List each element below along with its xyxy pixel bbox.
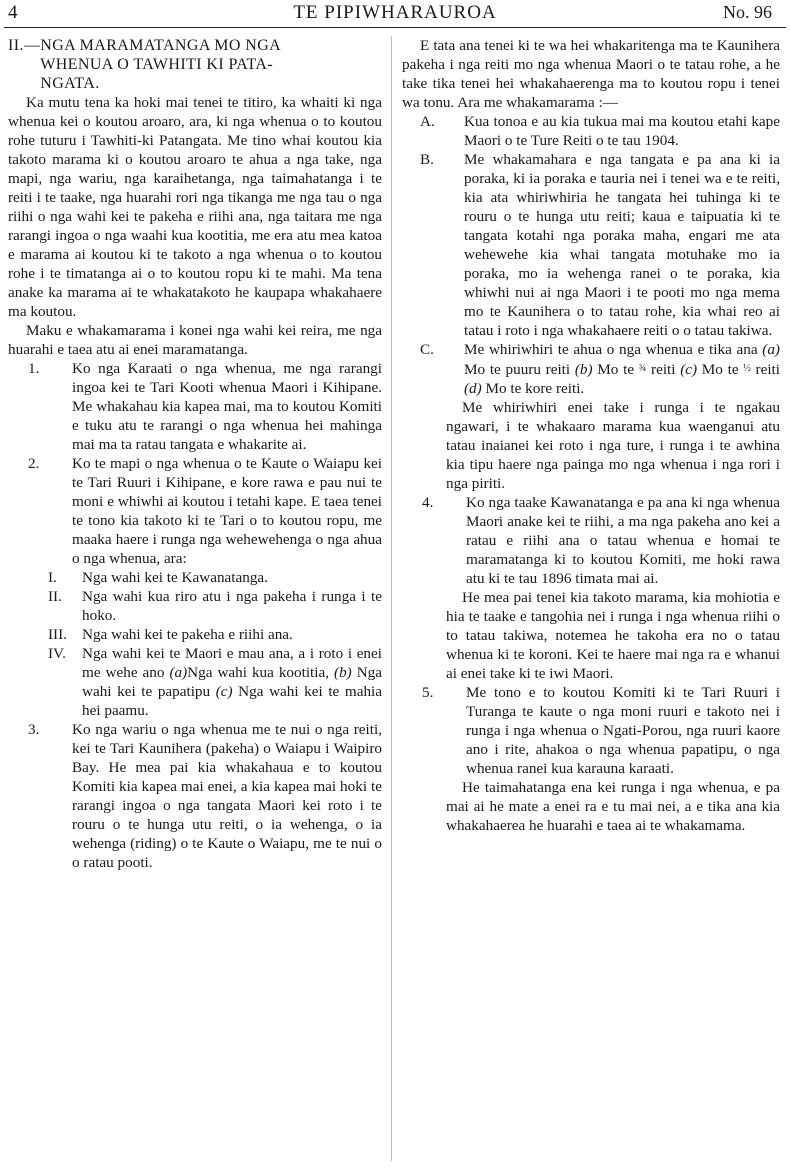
letter-item xyxy=(402,112,780,150)
roman-item xyxy=(48,587,382,625)
roman-item-number: IV. xyxy=(48,645,66,662)
letter-item-label: A. xyxy=(420,113,435,130)
sources-paragraph: Maku e whakamarama i konei nga wahi kei reira, me nga huarahi e taea atu ai enei maramatanga. xyxy=(8,322,382,358)
publication-title: TE PIPIWHARAUROA xyxy=(293,2,497,23)
section-heading-line: NGATA. xyxy=(40,75,100,92)
list-item-number: 5. xyxy=(422,684,434,701)
header-rule xyxy=(4,27,786,28)
intro-paragraph: Ka mutu tena ka hoki mai tenei te titiro, ka whaiti ki nga whenua kei o koutou aroaro, ara, ki nga whenua o to koutou rohe tuturu i Tawhiti-ki Patangata. Me tino whai koutou kia takoto marama ki o koutou aroaro te ahua a nga take, nga mapi, nga wariu, nga karaihetanga, nga taimahatanga i te reiti i te taake, nga huarahi rori nga tikanga me nga tau o nga riihi o nga wahi kei te pakeha e riihi ana, nga taitara me nga rarangi ingoa o nga waahi kua kootitia, me era atu mea katoa e marama ai koutou ki te takoto a nga whenua o to koutou rohe i te timatanga ai o to koutou ropu ki te mahi. Ma tena anake ka marama ai te whakatakoto he kaupapa whakahaere ma koutou. xyxy=(8,94,382,320)
roman-item-number: I. xyxy=(48,569,57,586)
roman-item-text: Nga wahi kua riro atu i nga pakeha i runga i te hoko. xyxy=(82,588,382,624)
list-item-number: 3. xyxy=(28,721,40,738)
letter-item xyxy=(402,340,780,398)
roman-item-number: II. xyxy=(48,588,62,605)
rates-paragraph: E tata ana tenei ki te wa hei whakaritenga ma te Kaunihera pakeha i nga reiti mo nga whenua Maori o te tatau rohe, a he take tika tenei hei whakahaerenga ma to koutou ropu i tenei wa tonu. Ara me whakamarama :— xyxy=(402,37,780,111)
list-item-note: He taimahatanga ena kei runga i nga whenua, e pa mai ai he mate a enei ra e tu mai nei, a e tika ana kia whakahaerea he huarahi e taea ai te whakamama. xyxy=(446,779,780,834)
roman-list xyxy=(48,568,382,720)
letter-item-label: B. xyxy=(420,151,434,168)
list-item xyxy=(402,493,780,588)
roman-item xyxy=(48,625,382,644)
list-item xyxy=(8,454,382,568)
roman-item-text: Nga wahi kei te pakeha e riihi ana. xyxy=(82,626,293,643)
roman-item xyxy=(48,568,382,587)
list-item-note: He mea pai tenei kia takoto marama, kia mohiotia e hia te taake e tangohia nei i runga i nga whenua riihi o to tatau takiwa, notemea he takoha era no o tatau whenua ki te koroni. Kei te haere mai nga ra e whanui ai enei take ki te iwi Maori. xyxy=(446,589,780,682)
section-heading-line: NGA MARAMATANGA MO NGA xyxy=(40,37,282,54)
letter-item-text: Me whiriwhiri te ahua o nga whenua e tika ana (a) Mo te puuru reiti (b) Mo te ¾ reiti (c) Mo te ½ reiti (d) Mo te kore reiti. xyxy=(464,341,780,397)
right-column xyxy=(402,36,780,835)
list-item-number: 4. xyxy=(422,494,434,511)
page-number: 4 xyxy=(8,2,18,23)
column-divider xyxy=(391,36,392,1161)
list-item xyxy=(8,359,382,454)
roman-item-text: Nga wahi kei te Kawanatanga. xyxy=(82,569,268,586)
letter-item-label: C. xyxy=(420,341,434,358)
issue-number: No. 96 xyxy=(723,2,772,22)
list-item-text: Ko nga Karaati o nga whenua, me nga rarangi ingoa kei te Tari Kooti whenua Maori i Kihipane. Me whakahau kia kapea mai, ma to koutou Komiti e tuku atu te rarangi o nga whenua hei mahinga mai ma ta ratau tangata e whakarite ai. xyxy=(72,360,382,453)
section-heading-number: II.— xyxy=(8,37,41,54)
list-item-number: 1. xyxy=(28,360,40,377)
page-header xyxy=(0,0,790,30)
list-item xyxy=(8,720,382,872)
roman-item xyxy=(48,644,382,720)
list-item-text: Ko te mapi o nga whenua o te Kaute o Waiapu kei te Tari Ruuri i Kihipane, e kore rawa e pau nui te moni e whiwhi ai koutou i tetahi kape. E taea tenei te tono kia takoto ki te Tari o to koutou ropu, me maaka haere i runga nga wehewehenga o nga ahua o nga whenua, ara: xyxy=(72,455,382,567)
list-item xyxy=(402,683,780,778)
list-item-number: 2. xyxy=(28,455,40,472)
section-heading-line: WHENUA O TAWHITI KI PATA- xyxy=(40,56,274,73)
list-item-text: Me tono e to koutou Komiti ki te Tari Ruuri i Turanga te kaute o nga moni ruuri e takoto nei i runga i nga whenua o Ngati-Porou, nga ruuri kaore ano i rite, ahakoa o nga whenua papatipu, o nga whenua ranei kua karauna karaati. xyxy=(466,684,780,777)
list-item-text: Ko nga taake Kawanatanga e pa ana ki nga whenua Maori anake kei te riihi, a ma nga pakeha ano kei a ratau e riihi ana o tatau whenua e homai te maramatanga ki to koutou Komiti, me hoki rawa atu ki te tau 1896 timata mai ai. xyxy=(466,494,780,587)
section-heading xyxy=(8,36,382,93)
roman-item-text: Nga wahi kei te Maori e mau ana, a i roto i enei me wehe ano (a)Nga wahi kua kootitia, (b) Nga wahi kei te papatipu (c) Nga wahi kei te mahia hei paamu. xyxy=(82,645,383,719)
letter-item-note: Me whiriwhiri enei take i runga i te ngakau ngawari, i te whakaaro marama kua waenganui atu tatau inaianei kei roto i nga ture, i runga i te awhina kia tipu haere nga painga mo nga whenua i nga rori i nga piriti. xyxy=(446,399,780,492)
list-item-text: Ko nga wariu o nga whenua me te nui o nga reiti, kei te Tari Kaunihera (pakeha) o Waiapu i Waipiro Bay. He mea pai kia whakahaua e to koutou Komiti kia kapea mai enei, a kia kapea mai hoki te rarangi ingoa o nga tangata Maori kei roto i te rouru o te hunga utu reiti, o ia wehenga, o ia wehenga (riding) o te Kaute o Waiapu, me te nui o o ratau pooti. xyxy=(72,721,382,871)
letter-item-text: Kua tonoa e au kia tukua mai ma koutou etahi kape Maori o te Ture Reiti o te tau 1904. xyxy=(464,113,780,149)
letter-item xyxy=(402,150,780,340)
left-column xyxy=(8,36,382,872)
letter-item-text: Me whakamahara e nga tangata e pa ana ki ia poraka, ki ia poraka e tauria nei i tenei wa e te reiti, kia ata whiriwhiria he tangata hei tuhinga ki te rouru o te hunga utu reiti; kaua e taipuatia ki te tangata kotahi nga poraka maha, engari me ata wehewehe kia whai tangata motuhake mo ia poraka, mo ia wehenga ranei o te poraka, kia whiwhi nui ai nga Maori i te pooti mo nga mema mo te Kaunihera o to tatau rohe, kia whai reo ai tatau i roto i nga whakahaere reiti o o tatau takiwa. xyxy=(464,151,780,339)
roman-item-number: III. xyxy=(48,626,67,643)
